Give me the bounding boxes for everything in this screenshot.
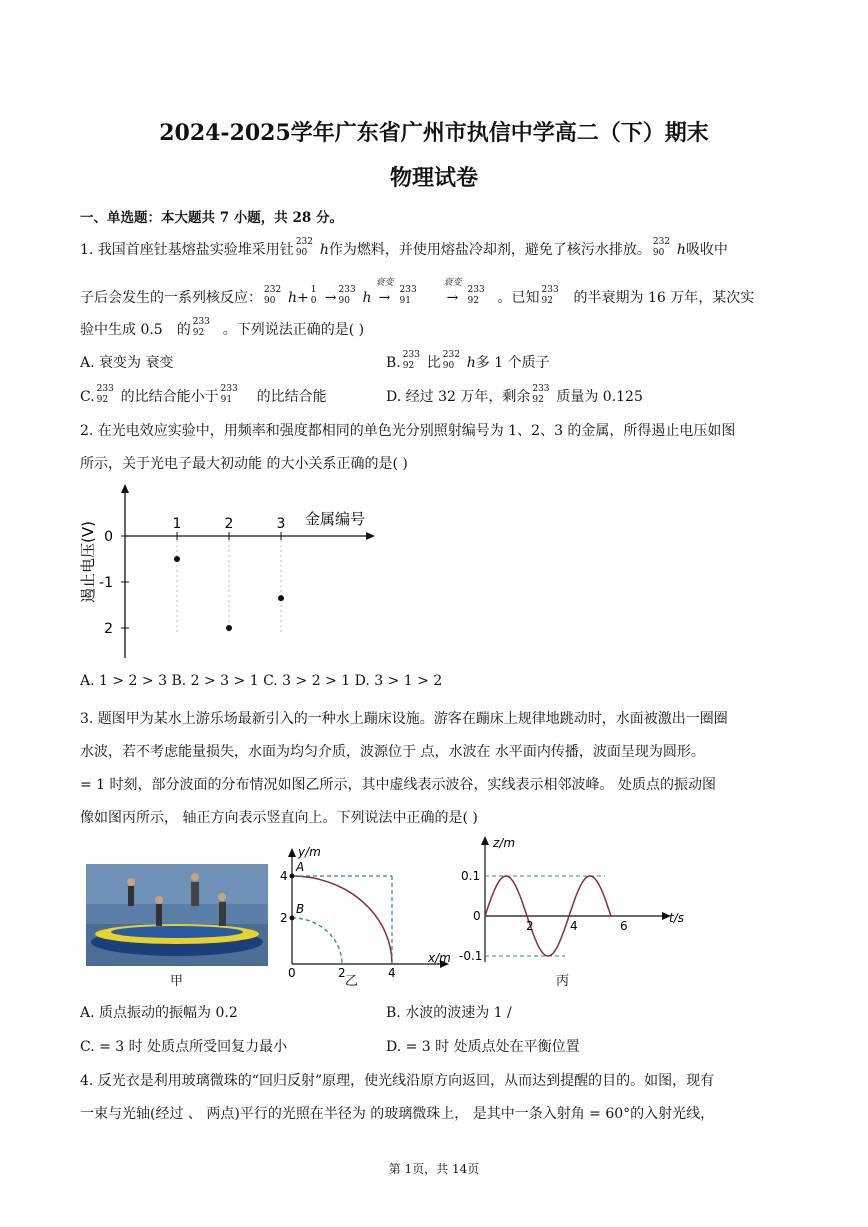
q2-line1: 2. 在光电效应实验中，用频率和强度都相同的单色光分别照射编号为 1、2、3 的金属，所得遏止电压如图 [80, 423, 736, 439]
trampoline-photo [86, 864, 268, 966]
q3-line3: = 1 时刻，部分波面的分布情况如图乙所示，其中虚线表示波谷，实线表示相邻波峰。 处质点的振动图 [80, 777, 716, 793]
yi-x-axis-label: x/m [428, 951, 451, 965]
chart-x-tick-label: 1 [172, 516, 182, 532]
stopping-voltage-chart [70, 480, 400, 665]
yi-trough-arc-inner [292, 918, 342, 964]
q1-option-c: C. 233 92 的比结合能小于 233 91 的比结合能 [80, 384, 327, 405]
bing-tick-t4: 4 [570, 919, 578, 933]
q1-option-b: B. 233 92 比 232 90 h多 1 个质子 [386, 350, 550, 371]
q1-option-d: D. 经过 32 万年，剩余 233 92 质量为 0.125 [386, 384, 643, 405]
yi-tick-y4: 4 [280, 869, 288, 883]
chart-xlabel: 金属编号 [305, 510, 366, 528]
wavefront-diagram [278, 840, 458, 980]
bing-tick-t6: 6 [620, 919, 628, 933]
q2-options: A. 1 > 2 > 3 B. 2 > 3 > 1 C. 3 > 2 > 1 D. 3 > 1 > 2 [80, 673, 443, 689]
q3-option-d: D. = 3 时 处质点处在平衡位置 [386, 1039, 580, 1055]
q3-line2: 水波，若不考虑能量损失，水面为均匀介质，波源位于 点，水波在 水平面内传播，波面呈现为圆形。 [80, 744, 705, 760]
yi-tick-x0: 0 [288, 966, 296, 980]
chart-x-tick-label: 2 [224, 516, 234, 532]
chart-x-axis-arrow [366, 532, 375, 540]
q3-option-a: A. 质点振动的振幅为 0.2 [80, 1005, 238, 1021]
yi-y-axis-label: y/m [298, 845, 321, 859]
yi-tick-y2: 2 [280, 911, 288, 925]
q1-line1: 1. 我国首座钍基熔盐实验堆采用钍 232 90 h作为燃料，并使用熔盐冷却剂，避免了核污水排放。 232 90 h吸收中 [80, 237, 728, 258]
fig-bing-label: 丙 [556, 974, 570, 989]
bing-tick-m01: -0.1 [459, 949, 483, 963]
q2-line2: 所示，关于光电子最大初动能 的大小关系正确的是( ) [80, 456, 408, 472]
fig-jia-label: 甲 [170, 974, 184, 989]
bing-tick-p01: 0.1 [461, 869, 481, 883]
q3-option-b: B. 水波的波速为 1 / [386, 1005, 512, 1021]
chart-y-tick-label: 0 [104, 529, 113, 545]
chart-data-point [278, 595, 284, 601]
q4-line2: 一束与光轴(经过 、 两点)平行的光照在半径为 的玻璃微珠上， 是其中一条入射角 = 60°的入射光线， [80, 1106, 715, 1122]
q3-line1: 3. 题图甲为某水上游乐场最新引入的一种水上蹦床设施。游客在蹦床上规律地跳动时，水面被激出一圈圈 [80, 711, 728, 727]
q3-line4: 像如图丙所示， 轴正方向表示竖直向上。下列说法中正确的是( ) [80, 810, 478, 826]
section-heading: 一、单选题：本大题共 7 小题，共 28 分。 [80, 210, 343, 226]
bing-x-axis-label: t/s [669, 911, 684, 925]
yi-label-a: A [296, 860, 305, 874]
fig-yi-label: 乙 [345, 974, 359, 989]
q1-line2: 子后会发生的一系列核反应： 232 90 h+ 1 0 → 233 90 h 衰变 → 233 91 衰变 → 233 92 。已知 233 92 的半衰期为 16 万年，某次实 [80, 278, 755, 306]
chart-ylabel: 遏止电压(V) [79, 521, 97, 603]
yi-point-b [290, 916, 295, 921]
page-title-line2: 物理试卷 [389, 165, 478, 191]
bing-tick-t2: 2 [526, 919, 534, 933]
q1-option-a: A. 衰变为 衰变 [80, 355, 174, 371]
bing-tick-zero: 0 [473, 909, 481, 923]
chart-y-axis-arrow [121, 484, 129, 493]
chart-x-tick-label: 3 [276, 516, 286, 532]
chart-y-tick-label: -1 [99, 575, 113, 591]
yi-tick-x2: 2 [338, 966, 346, 980]
yi-label-b: B [296, 902, 305, 916]
q3-option-c: C. = 3 时 处质点所受回复力最小 [80, 1039, 288, 1055]
chart-data-point [226, 625, 232, 631]
chart-data-point [174, 556, 180, 562]
q4-line1: 4. 反光衣是利用玻璃微珠的“回归反射”原理，使光线沿原方向返回，从而达到提醒的目的。如图，现有 [80, 1073, 715, 1089]
page-title-line1: 2024-2025学年广东省广州市执信中学高二（下）期末 [159, 120, 709, 146]
chart-y-tick-label: 2 [104, 621, 113, 637]
yi-tick-x4: 4 [388, 966, 396, 980]
vibration-graph [455, 830, 695, 970]
bing-y-axis-label: z/m [493, 836, 516, 850]
q1-line3: 验中生成 0.5 的 233 92 。下列说法正确的是( ) [80, 317, 365, 338]
page-footer: 第 1页，共 14页 [388, 1162, 480, 1176]
yi-point-a [290, 874, 295, 879]
